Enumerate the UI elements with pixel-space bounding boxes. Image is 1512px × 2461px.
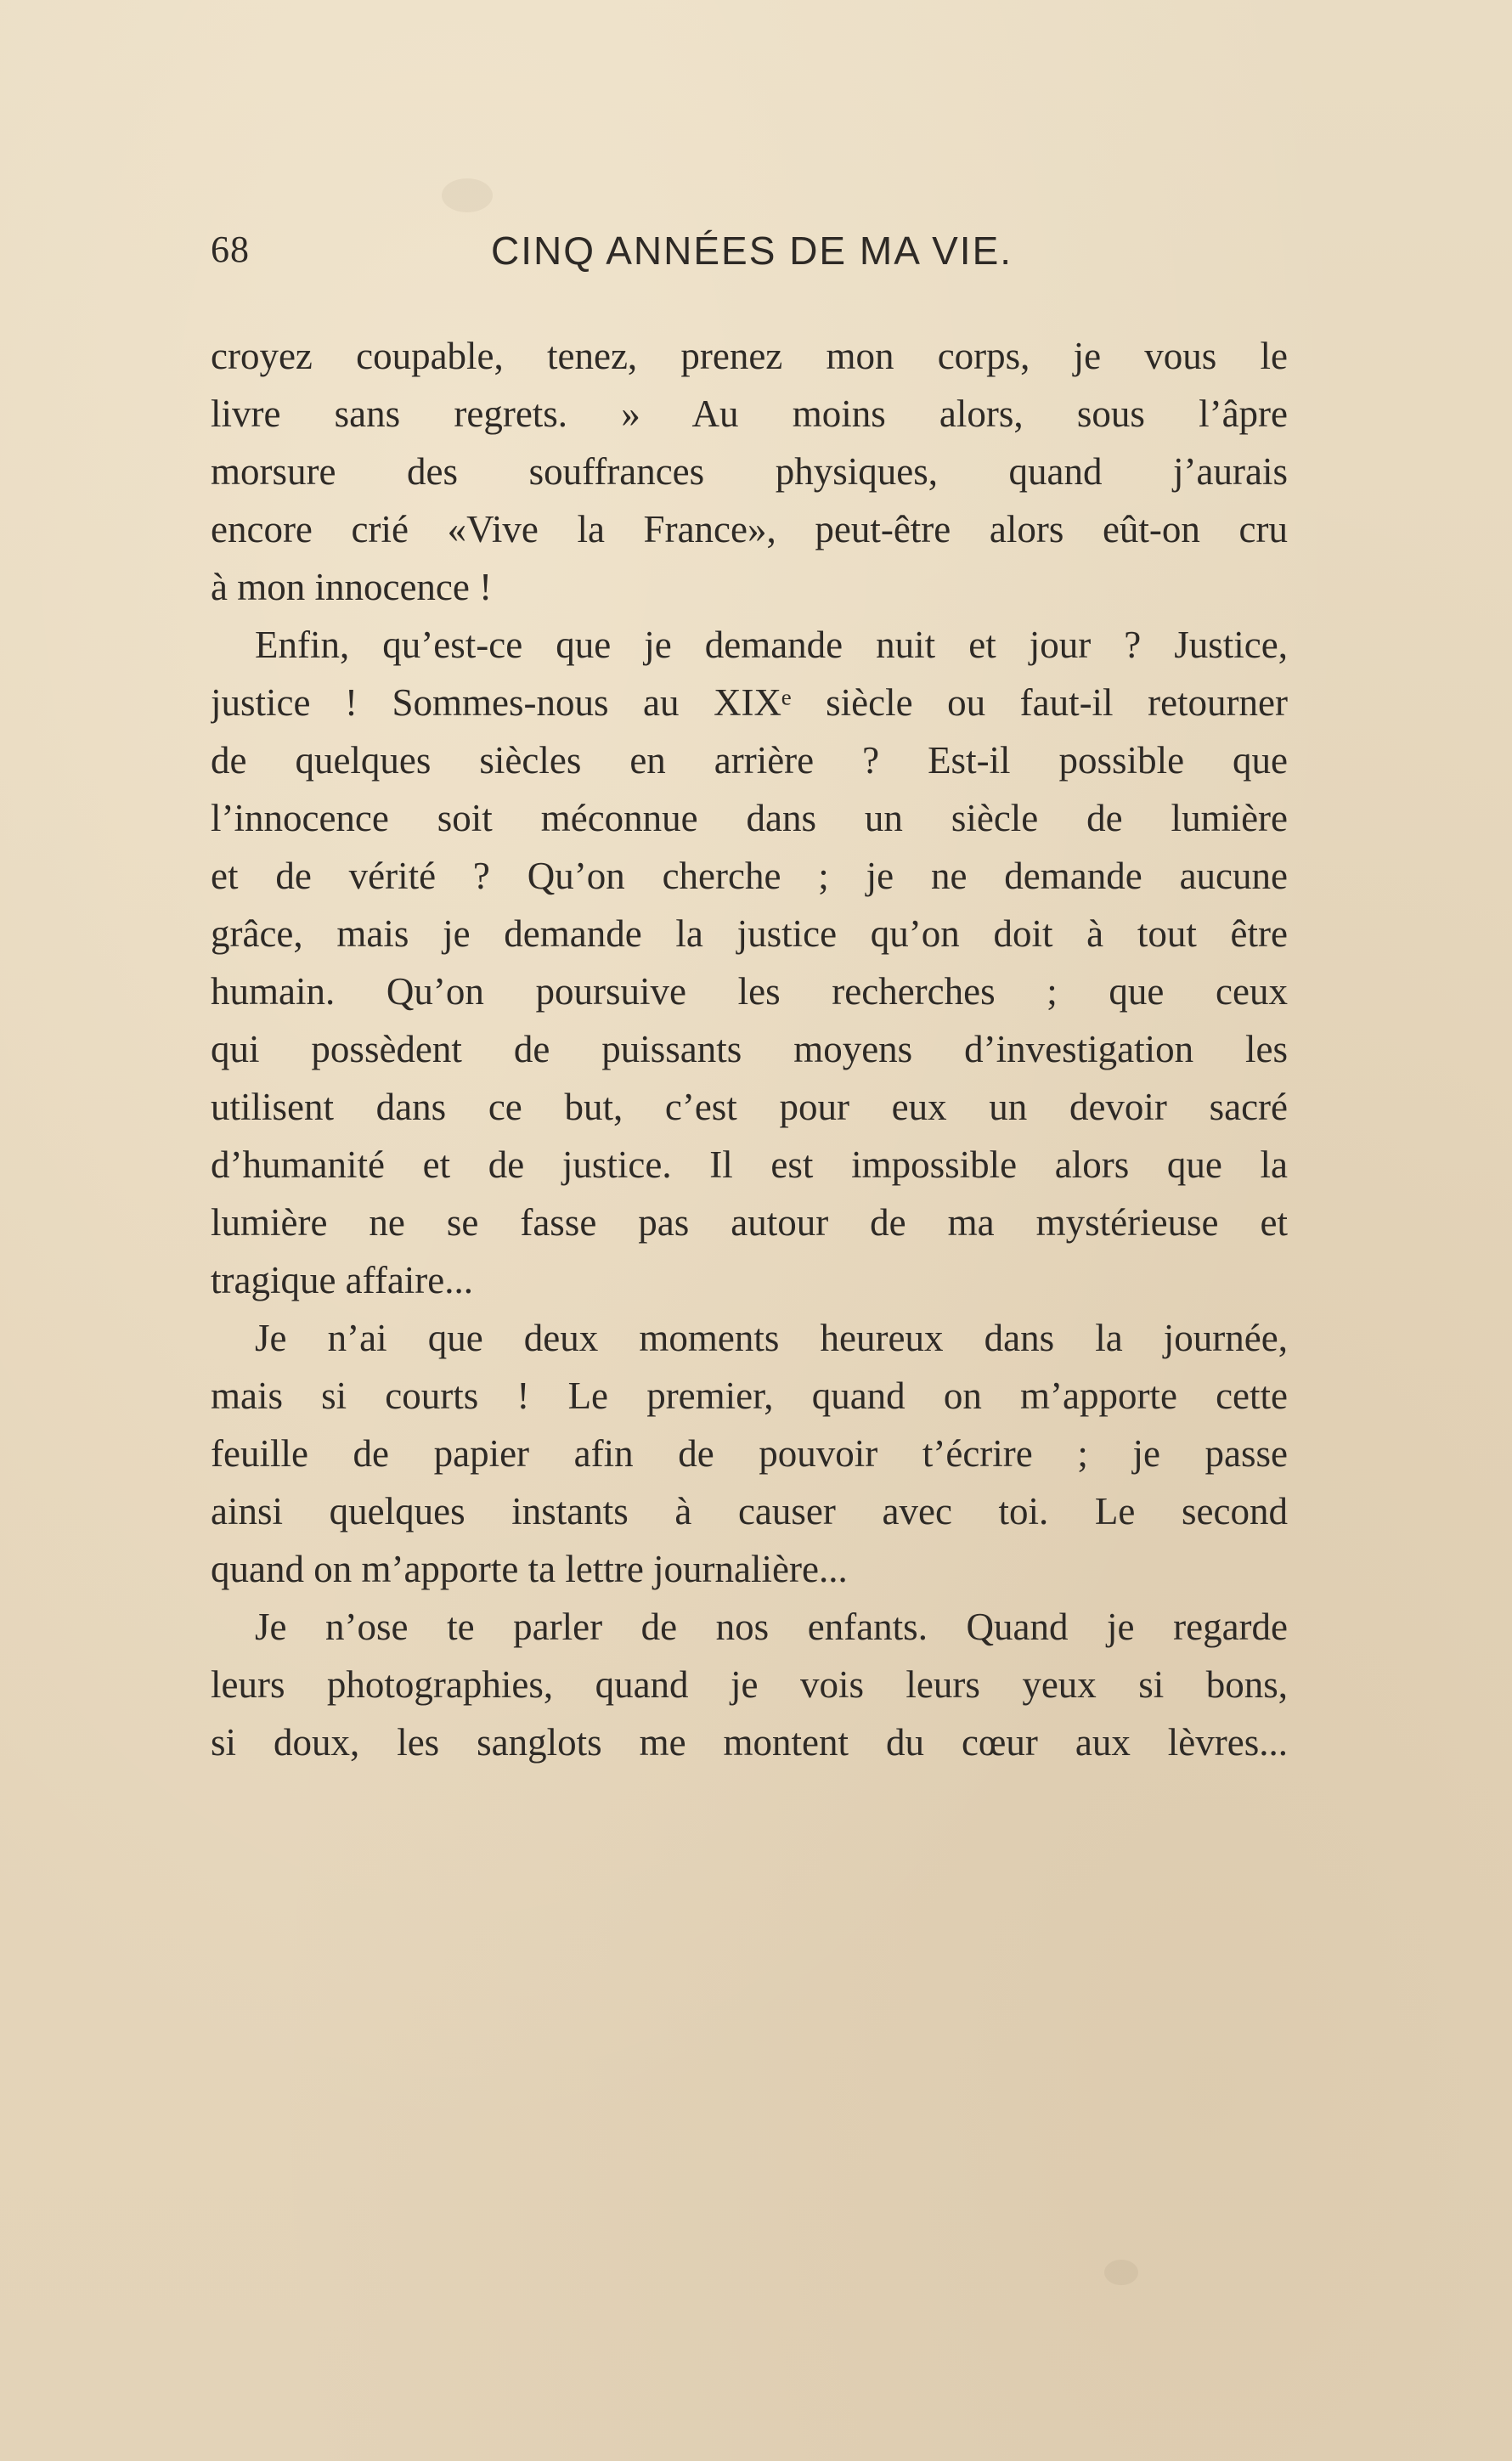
text-line: lumière ne se fasse pas autour de ma mystérieuse et [211,1201,1288,1244]
text-line: livre sans regrets. » Au moins alors, sous l’âpre [211,392,1288,435]
text-line: d’humanité et de justice. Il est impossible alors que la [211,1143,1288,1186]
text-line: humain. Qu’on poursuive les recherches ; que ceux [211,970,1288,1013]
text-line: utilisent dans ce but, c’est pour eux un devoir sacré [211,1086,1288,1128]
text-line: et de vérité ? Qu’on cherche ; je ne demande aucune [211,855,1288,897]
page-number: 68 [211,229,250,270]
paper-stain [442,178,493,212]
text-line: tragique affaire... [211,1259,474,1301]
text-line: à mon innocence ! [211,566,493,608]
text-line: croyez coupable, tenez, prenez mon corps, je vous le [211,335,1288,377]
text-line: quand on m’apporte ta lettre journalière... [211,1548,848,1590]
running-title: CINQ ANNÉES DE MA VIE. [491,229,1013,273]
text-line: mais si courts ! Le premier, quand on m’apporte cette [211,1374,1288,1417]
text-line: ainsi quelques instants à causer avec toi. Le second [211,1490,1288,1532]
body-text [211,327,1288,1771]
text-line: Enfin, qu’est-ce que je demande nuit et jour ? Justice, [255,624,1288,666]
paper-stain [1104,2260,1138,2285]
text-line: encore crié «Vive la France», peut-être alors eût-on cru [211,508,1288,550]
page-header [211,228,1288,287]
text-line: grâce, mais je demande la justice qu’on doit à tout être [211,912,1288,955]
text-line: leurs photographies, quand je vois leurs yeux si bons, [211,1663,1288,1706]
text-line: feuille de papier afin de pouvoir t’écrire ; je passe [211,1432,1288,1475]
text-line: l’innocence soit méconnue dans un siècle de lumière [211,797,1288,839]
text-line: justice ! Sommes-nous au XIXᵉ siècle ou faut-il retourner [211,681,1288,724]
text-line: si doux, les sanglots me montent du cœur aux lèvres... [211,1721,1288,1764]
text-line: qui possèdent de puissants moyens d’investigation les [211,1028,1288,1070]
text-line: morsure des souffrances physiques, quand j’aurais [211,450,1288,493]
text-line: de quelques siècles en arrière ? Est-il possible que [211,739,1288,782]
text-line: Je n’ose te parler de nos enfants. Quand je regarde [255,1606,1288,1648]
text-line: Je n’ai que deux moments heureux dans la journée, [255,1317,1288,1359]
